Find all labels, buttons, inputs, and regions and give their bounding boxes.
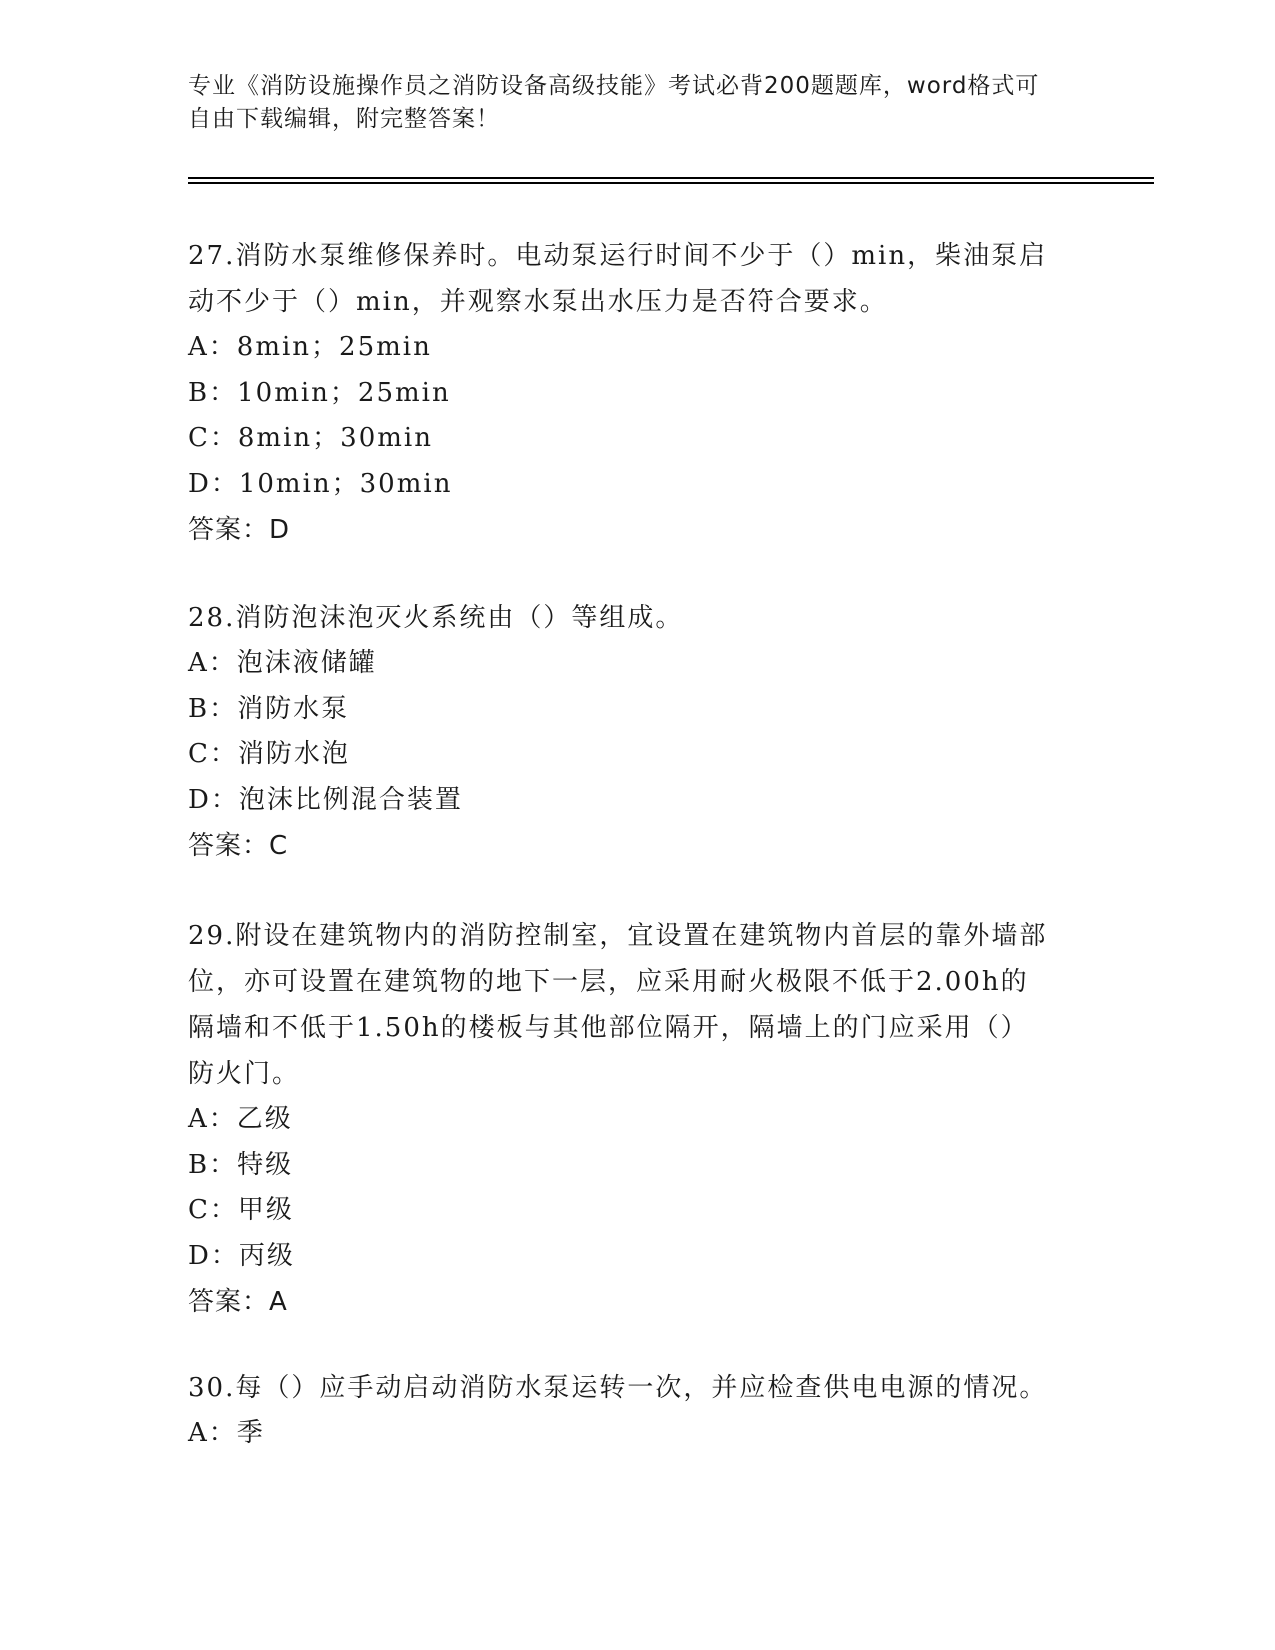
option-a: A：乙级 [188,1104,293,1134]
option-a: A：泡沫液储罐 [188,648,377,678]
question-28 [188,595,1088,869]
option-b: B：特级 [188,1149,294,1180]
option-a: A：8min；25min [188,332,432,362]
option-b: B：消防水泵 [188,693,350,724]
question-stem-line: 防火门。 [188,1059,301,1089]
question-stem-line: 28.消防泡沫泡灭火系统由（）等组成。 [188,603,684,633]
question-stem-line: 隔墙和不低于1.50h的楼板与其他部位隔开，隔墙上的门应采用（） [188,1013,1029,1043]
header-divider-bottom [188,182,1154,184]
question-stem-line: 29.附设在建筑物内的消防控制室，宜设置在建筑物内首层的靠外墙部 [188,921,1048,951]
header-divider-top [188,177,1154,179]
header-line-2: 自由下载编辑，附完整答案！ [188,106,500,132]
question-stem-line: 位，亦可设置在建筑物的地下一层，应采用耐火极限不低于2.00h的 [188,967,1029,997]
option-b: B：10min；25min [188,377,451,408]
option-a: A：季 [188,1418,265,1448]
option-c: C：8min；30min [188,423,433,453]
question-stem-line: 27.消防水泵维修保养时。电动泵运行时间不少于（）min，柴油泵启 [188,241,1048,271]
question-27 [188,233,1088,553]
option-c: C：甲级 [188,1195,294,1225]
answer-line: 答案：C [188,831,289,861]
option-d: D：10min；30min [188,468,453,499]
option-c: C：消防水泡 [188,739,350,769]
header-line-1: 专业《消防设施操作员之消防设备高级技能》考试必背200题题库，word格式可 [188,73,1040,99]
question-29 [188,913,1088,1325]
option-d: D：丙级 [188,1240,295,1271]
question-stem-line: 30.每（）应手动启动消防水泵运转一次，并应检查供电电源的情况。 [188,1373,1048,1403]
question-30 [188,1365,1088,1457]
option-d: D：泡沫比例混合装置 [188,784,463,815]
answer-line: 答案：D [188,515,291,545]
question-stem-line: 动不少于（）min，并观察水泵出水压力是否符合要求。 [188,287,888,317]
document-header [188,70,1068,136]
answer-line: 答案：A [188,1287,288,1317]
